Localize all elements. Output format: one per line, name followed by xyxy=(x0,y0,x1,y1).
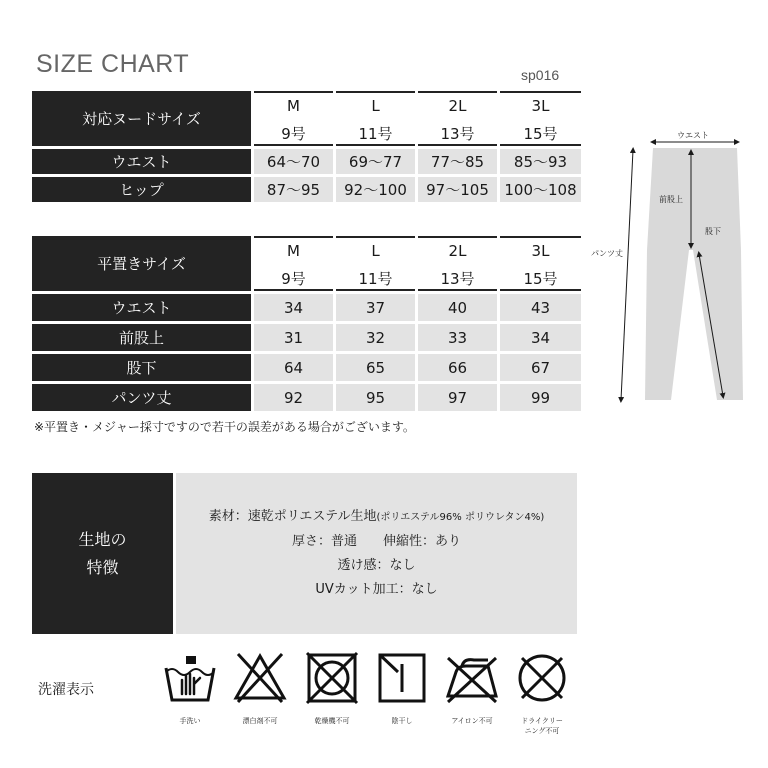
flat-size-table xyxy=(32,236,581,411)
length-label: パンツ丈 xyxy=(591,249,623,258)
care-label: 手洗い xyxy=(179,717,201,725)
length-arrow xyxy=(621,150,633,400)
row-label-waist: ウエスト xyxy=(32,149,251,174)
size-cell: M xyxy=(254,236,333,264)
table-cell: 43 xyxy=(500,294,581,321)
number-cell: 13号 xyxy=(418,267,497,291)
number-cell: 9号 xyxy=(254,122,333,146)
table-cell: 40 xyxy=(418,294,497,321)
table-cell: 99 xyxy=(500,384,581,411)
table-cell: 34 xyxy=(500,324,581,351)
size-cell: L xyxy=(336,91,415,119)
pants-diagram xyxy=(585,120,765,420)
no-bleach-icon xyxy=(232,650,288,706)
fabric-heading xyxy=(32,473,173,634)
inseam-label: 股下 xyxy=(705,227,721,236)
care-item-no-bleach xyxy=(220,650,300,740)
number-cell: 11号 xyxy=(336,122,415,146)
transparency-line: 透け感：なし xyxy=(337,558,416,573)
care-label: 乾燥機不可 xyxy=(314,717,350,725)
row-label-hip: ヒップ xyxy=(32,177,251,202)
care-item-hand-wash xyxy=(150,650,230,740)
table-cell: 64 xyxy=(254,354,333,381)
waist-label: ウエスト xyxy=(677,131,709,140)
drip-dry-icon xyxy=(374,650,430,706)
row-label-front-rise: 前股上 xyxy=(32,324,251,351)
care-item-drip-dry xyxy=(362,650,442,740)
number-cell: 9号 xyxy=(254,267,333,291)
number-cell: 11号 xyxy=(336,267,415,291)
front-rise-label: 前股上 xyxy=(659,195,683,204)
table-cell: 69～77 xyxy=(336,149,415,174)
size-cell: L xyxy=(336,236,415,264)
flat-size-heading: 平置きサイズ xyxy=(32,236,251,291)
no-tumble-dry-icon xyxy=(304,650,360,706)
nude-size-table xyxy=(32,91,581,202)
thickness-line: 厚さ：普通 伸縮性：あり xyxy=(291,534,461,549)
fabric-heading-line1: 生地の xyxy=(78,529,127,549)
care-label: アイロン不可 xyxy=(451,717,493,725)
table-cell: 66 xyxy=(418,354,497,381)
number-cell: 13号 xyxy=(418,122,497,146)
table-cell: 97～105 xyxy=(418,177,497,202)
product-code: sp016 xyxy=(521,67,560,83)
table-cell: 100～108 xyxy=(500,177,581,202)
table-cell: 37 xyxy=(336,294,415,321)
table-cell: 32 xyxy=(336,324,415,351)
pants-illustration xyxy=(585,120,765,420)
table-cell: 64～70 xyxy=(254,149,333,174)
care-label: 漂白剤不可 xyxy=(242,717,278,725)
care-label: 陰干し xyxy=(391,717,413,725)
care-item-no-tumble-dry xyxy=(292,650,372,740)
measurement-note: ※平置き・メジャー採寸ですので若干の誤差がある場合がございます。 xyxy=(34,420,415,434)
size-cell: 3L xyxy=(500,236,581,264)
row-label-waist: ウエスト xyxy=(32,294,251,321)
material-label: 素材：速乾ポリエステル生地 xyxy=(208,509,377,524)
table-cell: 92 xyxy=(254,384,333,411)
table-cell: 77～85 xyxy=(418,149,497,174)
care-item-no-iron xyxy=(432,650,512,740)
size-cell: M xyxy=(254,91,333,119)
size-cell: 2L xyxy=(418,236,497,264)
number-cell: 15号 xyxy=(500,267,581,291)
no-dry-clean-icon xyxy=(514,650,570,706)
table-cell: 34 xyxy=(254,294,333,321)
table-cell: 95 xyxy=(336,384,415,411)
page-title: SIZE CHART xyxy=(36,50,190,78)
hand-wash-icon xyxy=(162,650,218,706)
nude-size-heading: 対応ヌードサイズ xyxy=(32,91,251,146)
material-line xyxy=(209,505,545,530)
fabric-details xyxy=(176,473,577,634)
table-cell: 67 xyxy=(500,354,581,381)
table-cell: 65 xyxy=(336,354,415,381)
care-title: 洗濯表示 xyxy=(38,682,94,698)
table-cell: 87～95 xyxy=(254,177,333,202)
table-cell: 92～100 xyxy=(336,177,415,202)
care-item-no-dry-clean xyxy=(502,650,582,740)
size-cell: 2L xyxy=(418,91,497,119)
table-cell: 85～93 xyxy=(500,149,581,174)
size-cell: 3L xyxy=(500,91,581,119)
fabric-heading-line2: 特徴 xyxy=(86,557,119,577)
row-label-length: パンツ丈 xyxy=(32,384,251,411)
table-cell: 97 xyxy=(418,384,497,411)
pants-silhouette xyxy=(645,148,743,400)
material-detail: (ポリエステル96% ポリウレタン4%) xyxy=(376,512,545,523)
care-label: ドライクリー ニング不可 xyxy=(521,717,563,735)
number-cell: 15号 xyxy=(500,122,581,146)
table-cell: 31 xyxy=(254,324,333,351)
no-iron-icon xyxy=(444,650,500,706)
uv-line: UVカット加工：なし xyxy=(315,582,438,597)
table-cell: 33 xyxy=(418,324,497,351)
row-label-inseam: 股下 xyxy=(32,354,251,381)
